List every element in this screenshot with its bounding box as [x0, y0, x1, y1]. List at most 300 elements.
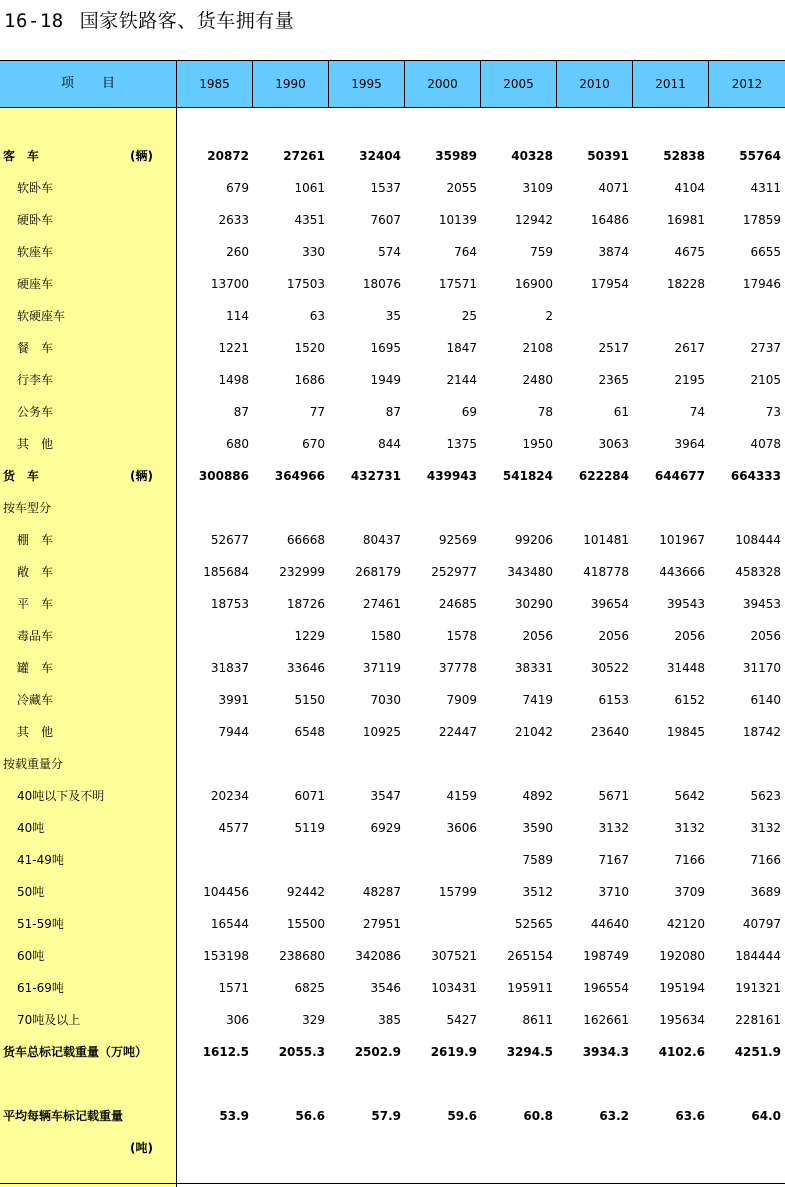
cell-2005: 2108 [522, 341, 553, 355]
cell-2000: 17571 [438, 277, 477, 291]
cell-1995: 37119 [362, 661, 401, 675]
cell-2005: 4892 [522, 789, 553, 803]
table-row [0, 524, 785, 556]
row-label: 平均每辆车标记载重量 [3, 1109, 124, 1123]
cell-1990: 66668 [286, 533, 325, 547]
cell-1995: 10925 [362, 725, 401, 739]
cell-2011: 195194 [659, 981, 705, 995]
cell-2011: 192080 [659, 949, 705, 963]
cell-2000: 1578 [446, 629, 477, 643]
row-label: 其 他 [17, 437, 54, 451]
cell-2000: 764 [454, 245, 477, 259]
cell-2011: 3964 [674, 437, 705, 451]
header-year-1995: 1995 [329, 61, 405, 107]
table-row [0, 972, 785, 1004]
cell-1995: 7030 [370, 693, 401, 707]
table-row [0, 684, 785, 716]
cell-2005: 8611 [522, 1013, 553, 1027]
cell-2005: 7589 [522, 853, 553, 867]
cell-2012: 18742 [742, 725, 781, 739]
cell-1985: 18753 [210, 597, 249, 611]
cell-2000: 3606 [446, 821, 477, 835]
cell-2012 [711, 748, 781, 780]
cell-2005: 60.8 [523, 1109, 553, 1123]
header-item: 项目 [0, 61, 177, 107]
table-row [0, 556, 785, 588]
row-label: 棚 车 [17, 533, 54, 547]
cell-1990: 6071 [294, 789, 325, 803]
cell-2000: 25 [461, 309, 477, 323]
cell-1990: 27261 [283, 149, 325, 163]
cell-2005: 38331 [514, 661, 553, 675]
cell-2010: 2056 [598, 629, 629, 643]
cell-1990: 63 [309, 309, 325, 323]
cell-2011: 39543 [666, 597, 705, 611]
cell-2005: 3590 [522, 821, 553, 835]
cell-1985: 2633 [218, 213, 249, 227]
cell-2012: 664333 [730, 469, 781, 483]
cell-2000: 15799 [438, 885, 477, 899]
cell-2010: 6153 [598, 693, 629, 707]
cell-2005: 2 [545, 309, 553, 323]
cell-2005: 78 [537, 405, 553, 419]
cell-2000 [407, 492, 477, 524]
row-label: 硬卧车 [17, 213, 54, 227]
cell-2010: 50391 [587, 149, 629, 163]
row-label: 61-69吨 [17, 981, 64, 995]
cell-2000 [407, 748, 477, 780]
cell-1995: 432731 [350, 469, 401, 483]
table-title-text: 国家铁路客、货车拥有量 [79, 10, 295, 32]
cell-2012: 191321 [735, 981, 781, 995]
cell-2005: 265154 [507, 949, 553, 963]
cell-2012: 458328 [735, 565, 781, 579]
cell-2010: 16486 [590, 213, 629, 227]
cell-2012: 55764 [739, 149, 781, 163]
cell-1995: 32404 [359, 149, 401, 163]
cell-1995: 1537 [370, 181, 401, 195]
cell-1985: 16544 [210, 917, 249, 931]
cell-2012: 7166 [750, 853, 781, 867]
table-row [0, 236, 785, 268]
cell-2010: 23640 [590, 725, 629, 739]
cell-1985 [179, 492, 249, 524]
header-year-1990: 1990 [253, 61, 329, 107]
cell-1990: 18726 [286, 597, 325, 611]
cell-1990: 6548 [294, 725, 325, 739]
cell-1995: 844 [378, 437, 401, 451]
cell-2011: 16981 [666, 213, 705, 227]
row-label: 软硬座车 [17, 309, 66, 323]
cell-2012: 73 [765, 405, 781, 419]
cell-1985: 306 [226, 1013, 249, 1027]
cell-2011: 101967 [659, 533, 705, 547]
cell-2011: 31448 [666, 661, 705, 675]
cell-1990: 92442 [286, 885, 325, 899]
cell-2012: 39453 [742, 597, 781, 611]
cell-2000: 103431 [431, 981, 477, 995]
cell-2011: 3709 [674, 885, 705, 899]
cell-2000: 2055 [446, 181, 477, 195]
cell-1985: 260 [226, 245, 249, 259]
cell-1990: 56.6 [295, 1109, 325, 1123]
cell-1985: 87 [233, 405, 249, 419]
cell-2010: 3132 [598, 821, 629, 835]
cell-1990: 5150 [294, 693, 325, 707]
table-row [0, 172, 785, 204]
cell-2011: 3132 [674, 821, 705, 835]
cell-1990: 1229 [294, 629, 325, 643]
cell-2005: 16900 [514, 277, 553, 291]
cell-2000: 92569 [438, 533, 477, 547]
cell-2012 [711, 300, 781, 332]
cell-2005 [483, 748, 553, 780]
cell-2000: 10139 [438, 213, 477, 227]
cell-2005: 2480 [522, 373, 553, 387]
cell-2000 [407, 908, 477, 940]
cell-2012: 17859 [742, 213, 781, 227]
cell-2010: 39654 [590, 597, 629, 611]
cell-2010: 3063 [598, 437, 629, 451]
cell-2000: 37778 [438, 661, 477, 675]
row-label: 40吨 [17, 821, 45, 835]
cell-1985: 1221 [218, 341, 249, 355]
cell-2011: 52838 [663, 149, 705, 163]
cell-2005: 3294.5 [506, 1045, 553, 1059]
table-bottom-rule [0, 1183, 785, 1184]
row-label: 客 车 [3, 149, 40, 163]
cell-2005: 195911 [507, 981, 553, 995]
cell-2010: 4071 [598, 181, 629, 195]
cell-1990: 1686 [294, 373, 325, 387]
cell-1990: 364966 [274, 469, 325, 483]
cell-1985: 679 [226, 181, 249, 195]
row-label: 41-49吨 [17, 853, 64, 867]
cell-1990: 15500 [286, 917, 325, 931]
cell-2011: 6152 [674, 693, 705, 707]
row-label: 敞 车 [17, 565, 54, 579]
cell-2010: 101481 [583, 533, 629, 547]
cell-1995: 3546 [370, 981, 401, 995]
cell-2012: 31170 [742, 661, 781, 675]
data-table [0, 60, 785, 1187]
header-year-2005: 2005 [481, 61, 557, 107]
cell-2011 [635, 492, 705, 524]
row-label: 60吨 [17, 949, 45, 963]
row-label: 50吨 [17, 885, 45, 899]
table-row [0, 908, 785, 940]
cell-1990: 670 [302, 437, 325, 451]
row-label: 按车型分 [3, 501, 52, 515]
table-row [0, 1100, 785, 1155]
cell-2012: 17946 [742, 277, 781, 291]
cell-2012: 64.0 [751, 1109, 781, 1123]
cell-2011: 7166 [674, 853, 705, 867]
cell-1990: 2055.3 [278, 1045, 325, 1059]
cell-2010: 17954 [590, 277, 629, 291]
cell-1985: 1498 [218, 373, 249, 387]
cell-2012: 3132 [750, 821, 781, 835]
cell-2005: 343480 [507, 565, 553, 579]
row-label: 按载重量分 [3, 757, 64, 771]
cell-2012: 6655 [750, 245, 781, 259]
cell-2011: 644677 [654, 469, 705, 483]
cell-2012: 5623 [750, 789, 781, 803]
row-label: 货车总标记载重量（万吨） [3, 1045, 148, 1059]
table-row [0, 812, 785, 844]
cell-1995: 3547 [370, 789, 401, 803]
cell-1995: 27461 [362, 597, 401, 611]
cell-1990: 5119 [294, 821, 325, 835]
cell-2011: 4675 [674, 245, 705, 259]
cell-2000: 5427 [446, 1013, 477, 1027]
cell-1995: 87 [385, 405, 401, 419]
table-row [0, 940, 785, 972]
cell-2011: 2617 [674, 341, 705, 355]
cell-1995: 2502.9 [354, 1045, 401, 1059]
table-row [0, 780, 785, 812]
cell-1990 [255, 748, 325, 780]
cell-2010 [559, 748, 629, 780]
cell-1990: 238680 [279, 949, 325, 963]
cell-2000: 252977 [431, 565, 477, 579]
cell-2005: 1950 [522, 437, 553, 451]
cell-1990: 77 [309, 405, 325, 419]
table-row [0, 620, 785, 652]
cell-1995: 385 [378, 1013, 401, 1027]
cell-1985: 185684 [203, 565, 249, 579]
cell-2011: 443666 [659, 565, 705, 579]
cell-2010: 418778 [583, 565, 629, 579]
cell-1985 [179, 748, 249, 780]
row-label: 软座车 [17, 245, 54, 259]
cell-1995: 574 [378, 245, 401, 259]
cell-2011: 5642 [674, 789, 705, 803]
cell-2011: 2195 [674, 373, 705, 387]
cell-1990: 329 [302, 1013, 325, 1027]
cell-2000: 22447 [438, 725, 477, 739]
cell-1995: 268179 [355, 565, 401, 579]
table-row [0, 140, 785, 172]
cell-1985: 53.9 [219, 1109, 249, 1123]
table-row [0, 268, 785, 300]
cell-2010: 61 [613, 405, 629, 419]
cell-1990: 1520 [294, 341, 325, 355]
cell-2005: 759 [530, 245, 553, 259]
cell-2005: 21042 [514, 725, 553, 739]
cell-2012: 184444 [735, 949, 781, 963]
header-year-2012: 2012 [731, 77, 763, 91]
cell-2012: 2056 [750, 629, 781, 643]
cell-1995: 1695 [370, 341, 401, 355]
row-label: 货 车 [3, 469, 40, 483]
cell-1995: 27951 [362, 917, 401, 931]
cell-2000: 1375 [446, 437, 477, 451]
avg-row-unit: (吨) [130, 1141, 153, 1155]
cell-1995 [331, 844, 401, 876]
cell-1995: 48287 [362, 885, 401, 899]
row-label: 罐 车 [17, 661, 54, 675]
cell-1990 [255, 492, 325, 524]
cell-2012: 2737 [750, 341, 781, 355]
table-row [0, 396, 785, 428]
table-row [0, 844, 785, 876]
cell-1985: 3991 [218, 693, 249, 707]
table-title [4, 6, 294, 33]
row-label: 行李车 [17, 373, 54, 387]
header-year-1985: 1985 [177, 61, 253, 107]
cell-2011 [635, 748, 705, 780]
cell-1995: 35 [385, 309, 401, 323]
cell-2012: 4251.9 [734, 1045, 781, 1059]
cell-2010 [559, 300, 629, 332]
cell-2010: 196554 [583, 981, 629, 995]
cell-2011: 63.6 [675, 1109, 705, 1123]
row-label: 毒品车 [17, 629, 54, 643]
cell-1985: 52677 [210, 533, 249, 547]
cell-2005: 2056 [522, 629, 553, 643]
cell-1985: 20872 [207, 149, 249, 163]
table-row [0, 716, 785, 748]
cell-2010: 7167 [598, 853, 629, 867]
table-row [0, 1036, 785, 1068]
table-row [0, 364, 785, 396]
cell-1985 [179, 844, 249, 876]
cell-1990: 330 [302, 245, 325, 259]
row-label: 餐 车 [17, 341, 54, 355]
header-year-2000: 2000 [405, 61, 481, 107]
cell-2011 [635, 300, 705, 332]
cell-1985: 1571 [218, 981, 249, 995]
cell-2000: 69 [461, 405, 477, 419]
cell-2012: 40797 [742, 917, 781, 931]
cell-1995: 1580 [370, 629, 401, 643]
row-label: 冷藏车 [17, 693, 54, 707]
cell-1990 [255, 844, 325, 876]
cell-1995: 6929 [370, 821, 401, 835]
cell-2010: 30522 [590, 661, 629, 675]
header-year-2011: 2011 [633, 61, 709, 107]
cell-2010: 5671 [598, 789, 629, 803]
cell-2005: 7419 [522, 693, 553, 707]
cell-1985 [179, 620, 249, 652]
cell-2012 [711, 492, 781, 524]
cell-1995: 1949 [370, 373, 401, 387]
cell-2005: 99206 [514, 533, 553, 547]
cell-2000: 2619.9 [430, 1045, 477, 1059]
cell-1985: 31837 [210, 661, 249, 675]
cell-1995: 57.9 [371, 1109, 401, 1123]
header-year-2010: 2010 [557, 61, 633, 107]
cell-1985: 1612.5 [202, 1045, 249, 1059]
table-row [0, 332, 785, 364]
row-label: 平 车 [17, 597, 54, 611]
cell-1995 [331, 492, 401, 524]
cell-2010: 3934.3 [582, 1045, 629, 1059]
cell-2012: 228161 [735, 1013, 781, 1027]
cell-2000: 35989 [435, 149, 477, 163]
table-row [0, 748, 785, 780]
cell-2011: 42120 [666, 917, 705, 931]
cell-2010 [559, 492, 629, 524]
cell-1985: 7944 [218, 725, 249, 739]
cell-2005 [483, 492, 553, 524]
cell-1990: 17503 [286, 277, 325, 291]
cell-2010: 2517 [598, 341, 629, 355]
cell-2010: 622284 [578, 469, 629, 483]
cell-2000 [407, 844, 477, 876]
cell-2011: 2056 [674, 629, 705, 643]
row-label: 公务车 [17, 405, 54, 419]
cell-2005: 3512 [522, 885, 553, 899]
cell-1995 [331, 748, 401, 780]
table-row [0, 460, 785, 492]
row-label: 51-59吨 [17, 917, 64, 931]
cell-2011: 18228 [666, 277, 705, 291]
row-label: 软卧车 [17, 181, 54, 195]
row-label: 70吨及以上 [17, 1013, 81, 1027]
cell-2010: 198749 [583, 949, 629, 963]
cell-2005: 541824 [502, 469, 553, 483]
cell-2010: 44640 [590, 917, 629, 931]
table-row [0, 492, 785, 524]
cell-2011: 74 [689, 405, 705, 419]
cell-1985: 153198 [203, 949, 249, 963]
cell-1985: 300886 [198, 469, 249, 483]
cell-1985: 104456 [203, 885, 249, 899]
row-label: 硬座车 [17, 277, 54, 291]
cell-2000: 1847 [446, 341, 477, 355]
cell-1985: 13700 [210, 277, 249, 291]
cell-2012: 2105 [750, 373, 781, 387]
table-row [0, 588, 785, 620]
cell-1995: 7607 [370, 213, 401, 227]
table-row [0, 876, 785, 908]
row-unit: (辆) [130, 149, 153, 163]
cell-1990: 33646 [286, 661, 325, 675]
cell-2000: 307521 [431, 949, 477, 963]
cell-1990: 6825 [294, 981, 325, 995]
cell-1985: 4577 [218, 821, 249, 835]
cell-1995: 342086 [355, 949, 401, 963]
cell-2010: 2365 [598, 373, 629, 387]
cell-2000: 24685 [438, 597, 477, 611]
cell-2000: 4159 [446, 789, 477, 803]
cell-1990: 4351 [294, 213, 325, 227]
cell-1990: 232999 [279, 565, 325, 579]
cell-2005: 52565 [514, 917, 553, 931]
cell-1985: 20234 [210, 789, 249, 803]
cell-2011: 4104 [674, 181, 705, 195]
cell-1995: 18076 [362, 277, 401, 291]
row-label: 其 他 [17, 725, 54, 739]
table-row [0, 300, 785, 332]
cell-2005: 12942 [514, 213, 553, 227]
cell-1990: 1061 [294, 181, 325, 195]
cell-2011: 4102.6 [658, 1045, 705, 1059]
cell-2010: 3874 [598, 245, 629, 259]
row-label: 40吨以下及不明 [17, 789, 105, 803]
cell-2012: 3689 [750, 885, 781, 899]
cell-2011: 19845 [666, 725, 705, 739]
table-row [0, 652, 785, 684]
cell-2012: 108444 [735, 533, 781, 547]
cell-2010: 162661 [583, 1013, 629, 1027]
table-row [0, 428, 785, 460]
row-unit: (辆) [130, 469, 153, 483]
cell-2005: 30290 [514, 597, 553, 611]
table-row [0, 204, 785, 236]
